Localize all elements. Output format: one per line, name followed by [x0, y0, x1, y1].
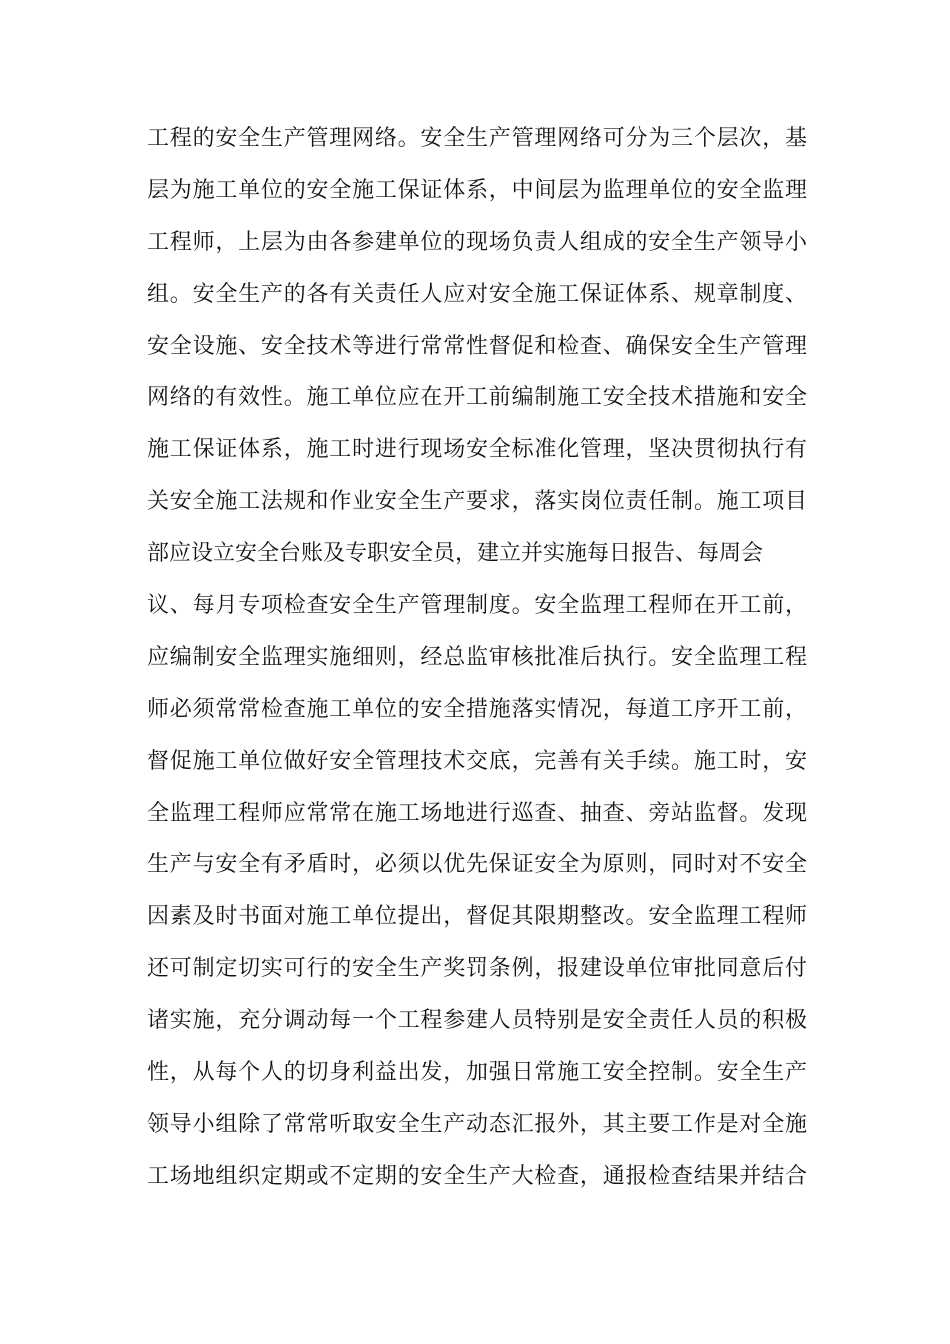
- text-line: 生产与安全有矛盾时，必须以优先保证安全为原则，同时对不安全: [147, 852, 807, 878]
- text-line: 全监理工程师应常常在施工场地进行巡查、抽查、旁站监督。发现: [147, 800, 807, 826]
- text-line: 组。安全生产的各有关责任人应对安全施工保证体系、规章制度、: [147, 281, 807, 307]
- body-paragraph: [147, 113, 807, 1203]
- text-line: 议、每月专项检查安全生产管理制度。安全监理工程师在开工前，: [147, 593, 807, 619]
- text-line: 部应设立安全台账及专职安全员，建立并实施每日报告、每周会: [147, 541, 764, 567]
- text-line: 层为施工单位的安全施工保证体系，中间层为监理单位的安全监理: [147, 177, 807, 203]
- text-line: 施工保证体系，施工时进行现场安全标准化管理，坚决贯彻执行有: [147, 437, 807, 463]
- text-line: 领导小组除了常常听取安全生产动态汇报外，其主要工作是对全施: [147, 1111, 807, 1137]
- text-line: 工程师，上层为由各参建单位的现场负责人组成的安全生产领导小: [147, 229, 807, 255]
- text-line: 安全设施、安全技术等进行常常性督促和检查、确保安全生产管理: [147, 333, 807, 359]
- text-line: 应编制安全监理实施细则，经总监审核批准后执行。安全监理工程: [147, 644, 807, 670]
- text-line: 关安全施工法规和作业安全生产要求，落实岗位责任制。施工项目: [147, 489, 807, 515]
- text-line: 工场地组织定期或不定期的安全生产大检查，通报检查结果并结合: [147, 1163, 807, 1189]
- text-line: 督促施工单位做好安全管理技术交底，完善有关手续。施工时，安: [147, 748, 807, 774]
- text-line: 因素及时书面对施工单位提出，督促其限期整改。安全监理工程师: [147, 904, 807, 930]
- text-line: 还可制定切实可行的安全生产奖罚条例，报建设单位审批同意后付: [147, 956, 807, 982]
- text-line: 性，从每个人的切身利益出发，加强日常施工安全控制。安全生产: [147, 1060, 807, 1086]
- text-line: 诸实施，充分调动每一个工程参建人员特别是安全责任人员的积极: [147, 1008, 807, 1034]
- text-line: 工程的安全生产管理网络。安全生产管理网络可分为三个层次，基: [147, 126, 807, 151]
- text-line: 师必须常常检查施工单位的安全措施落实情况，每道工序开工前，: [147, 696, 807, 722]
- text-line: 网络的有效性。施工单位应在开工前编制施工安全技术措施和安全: [147, 385, 807, 411]
